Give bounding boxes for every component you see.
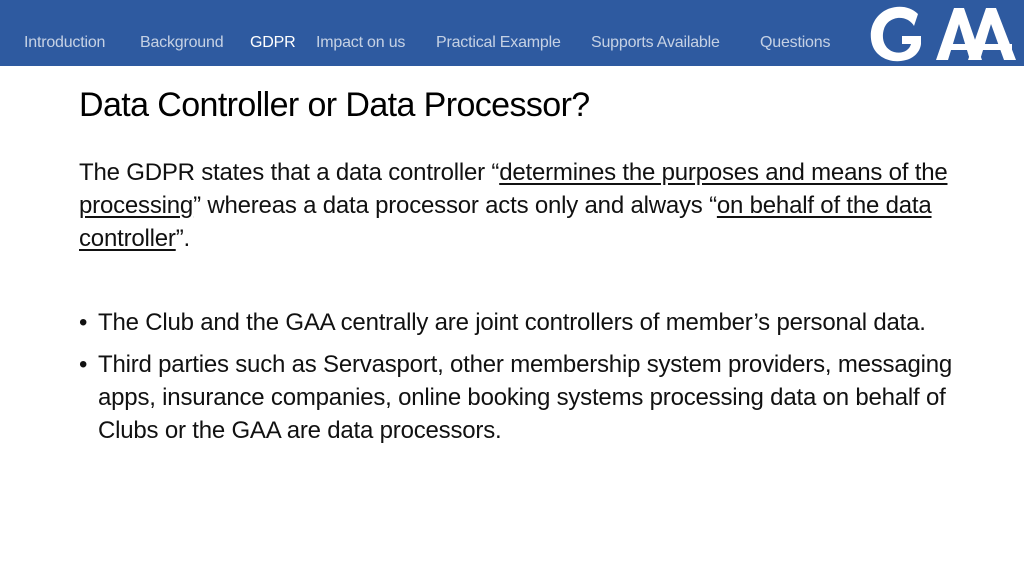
nav-item-gdpr[interactable]: GDPR xyxy=(250,34,296,51)
bullet-item xyxy=(79,306,979,339)
nav-item-questions[interactable]: Questions xyxy=(760,34,831,51)
nav-item-background[interactable]: Background xyxy=(140,34,224,51)
nav-item-impact-on-us[interactable]: Impact on us xyxy=(316,34,406,51)
top-navigation-bar xyxy=(0,0,1024,66)
nav-item-supports-available[interactable]: Supports Available xyxy=(591,34,720,51)
gaa-logo xyxy=(862,0,1024,66)
bullet-item xyxy=(79,348,979,447)
bullet-text-data-processors: Third parties such as Servasport, other membership system providers, messaging apps, insurance companies, online booking systems processing data on behalf of Clubs or the GAA are data processors. xyxy=(98,351,953,444)
controller-definition-quote: determines the purposes and means of the processing xyxy=(79,159,948,219)
intro-text-part3: ”. xyxy=(175,225,190,252)
bullet-text-joint-controllers: The Club and the GAA centrally are joint controllers of member’s personal data. xyxy=(98,309,926,336)
slide-title: Data Controller or Data Processor? xyxy=(79,86,590,124)
bullet-list xyxy=(79,306,979,456)
nav-item-practical-example[interactable]: Practical Example xyxy=(436,34,561,51)
bullet-marker: • xyxy=(79,309,88,336)
processor-definition-quote: on behalf of the data controller xyxy=(79,192,932,252)
intro-text-part2: ” whereas a data processor acts only and always “ xyxy=(193,192,717,219)
bullet-marker: • xyxy=(79,351,88,378)
nav-item-introduction[interactable]: Introduction xyxy=(24,34,106,51)
intro-paragraph xyxy=(79,156,959,255)
intro-text-part1: The GDPR states that a data controller “ xyxy=(79,159,500,186)
